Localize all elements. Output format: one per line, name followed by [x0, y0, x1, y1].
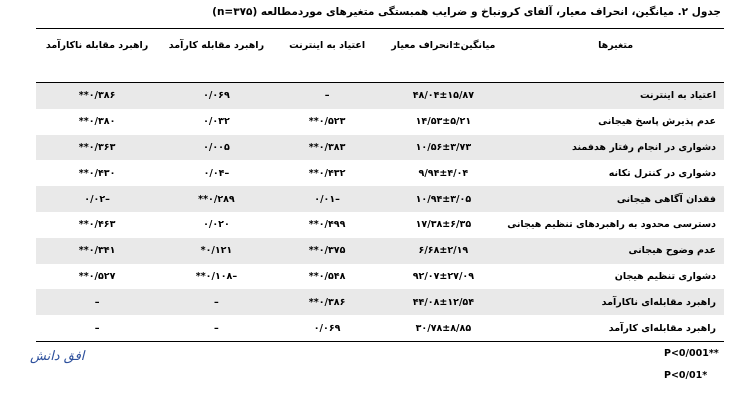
caption-text: میانگین، انحراف معیار، آلفای کرونباخ و ضرایب همبستگی متغیرهای موردمطالعه (n=۳۷۵)	[212, 6, 674, 18]
note-p001: P<0/001**	[664, 348, 719, 359]
mean-sd-cell: ۱۰/۵۶±۳/۷۳	[380, 135, 508, 161]
table-row	[36, 109, 724, 135]
header-internet-addiction: اعتیاد به اینترنت	[275, 29, 380, 83]
mean-sd-cell: ۶/۶۸±۲/۱۹	[380, 238, 508, 264]
table-row	[36, 238, 724, 264]
internet-addiction-cell: ۰/۵۲۳**	[308, 116, 346, 128]
internet-addiction-cell: –	[275, 83, 380, 109]
mean-sd-cell: ۱۴/۵۳±۵/۲۱	[415, 116, 472, 128]
table-row	[36, 160, 724, 186]
efficient-coping-cell: ۰/۰۰۵	[158, 135, 275, 161]
inefficient-coping-cell: ۰/۴۶۳**	[78, 219, 116, 231]
correlation-table	[36, 28, 724, 342]
table-row	[36, 135, 724, 161]
variable-name: راهبرد مقابله‌ای ناکارآمد	[507, 289, 724, 315]
internet-addiction-cell: ۰/۰۶۹	[313, 322, 341, 334]
inefficient-coping-cell: –	[36, 289, 158, 315]
inefficient-coping-cell: –	[94, 322, 100, 334]
internet-addiction-cell: ۰/۳۷۵**	[275, 238, 380, 264]
table-caption	[212, 6, 721, 18]
mean-sd-cell: ۴۴/۰۸±۱۲/۵۴	[380, 289, 508, 315]
variable-name: دشواری در انجام رفتار هدفمند	[507, 135, 724, 161]
variable-name: دشواری در کنترل تکانه	[608, 167, 716, 179]
table-row	[36, 315, 724, 341]
efficient-coping-cell: ۰/۲۸۹**	[158, 186, 275, 212]
internet-addiction-cell: ۰/۳۸۳**	[275, 135, 380, 161]
table-row	[36, 289, 724, 315]
header-inefficient-coping: راهبرد مقابله ناکارآمد	[36, 29, 158, 83]
mean-sd-cell: ۹/۹۴±۴/۰۴	[418, 167, 469, 179]
efficient-coping-cell: –۰/۱۰۸**	[195, 270, 238, 282]
inefficient-coping-cell: –۰/۰۲	[36, 186, 158, 212]
table-row	[36, 212, 724, 238]
variable-name: عدم وضوح هیجانی	[507, 238, 724, 264]
header-mean-sd: میانگین±انحراف معیار	[380, 29, 508, 83]
efficient-coping-cell: –	[158, 289, 275, 315]
table-row	[36, 264, 724, 290]
efficient-coping-cell: –	[214, 322, 219, 334]
caption-label: جدول ۲.	[677, 6, 721, 18]
inefficient-coping-cell: ۰/۴۳۰**	[78, 167, 116, 179]
note-p01: P<0/01*	[664, 370, 708, 381]
internet-addiction-cell: ۰/۴۹۹**	[308, 219, 346, 231]
variable-name: دسترسی محدود به راهبردهای تنظیم هیجانی	[507, 219, 716, 231]
variable-name: عدم پذیرش پاسخ هیجانی	[598, 116, 716, 128]
table-row	[36, 83, 724, 109]
header-variables: متغیرها	[507, 29, 724, 83]
publisher-logo: افق دانش	[30, 349, 85, 364]
mean-sd-cell: ۱۷/۳۸±۶/۳۵	[415, 219, 472, 231]
inefficient-coping-cell: ۰/۳۸۶**	[36, 83, 158, 109]
efficient-coping-cell: ۰/۱۲۱*	[158, 238, 275, 264]
internet-addiction-cell: ۰/۵۴۸**	[308, 270, 346, 282]
table-header-row	[36, 29, 724, 83]
variable-name: اعتیاد به اینترنت	[507, 83, 724, 109]
internet-addiction-cell: ۰/۴۳۲**	[308, 167, 346, 179]
mean-sd-cell: ۴۸/۰۴±۱۵/۸۷	[380, 83, 508, 109]
efficient-coping-cell: ۰/۰۳۲	[203, 116, 230, 128]
table-row	[36, 186, 724, 212]
inefficient-coping-cell: ۰/۵۲۷**	[78, 270, 116, 282]
mean-sd-cell: ۳۰/۷۸±۸/۸۵	[415, 322, 472, 334]
table-body	[36, 83, 724, 342]
inefficient-coping-cell: ۰/۳۶۳**	[36, 135, 158, 161]
inefficient-coping-cell: ۰/۳۴۱**	[36, 238, 158, 264]
mean-sd-cell: ۱۰/۹۴±۳/۰۵	[380, 186, 508, 212]
variable-name: راهبرد مقابله‌ای کارآمد	[608, 322, 716, 334]
internet-addiction-cell: ۰/۳۸۶**	[275, 289, 380, 315]
significance-notes	[664, 343, 719, 387]
inefficient-coping-cell: ۰/۳۸۰**	[78, 116, 116, 128]
internet-addiction-cell: –۰/۰۱	[275, 186, 380, 212]
efficient-coping-cell: ۰/۰۲۰	[203, 219, 230, 231]
variable-name: فقدان آگاهی هیجانی	[507, 186, 724, 212]
efficient-coping-cell: –۰/۰۴	[203, 167, 230, 179]
mean-sd-cell: ۹۲/۰۷±۲۷/۰۹	[412, 270, 475, 282]
efficient-coping-cell: ۰/۰۶۹	[158, 83, 275, 109]
header-efficient-coping: راهبرد مقابله کارآمد	[158, 29, 275, 83]
variable-name: دشواری تنظیم هیجان	[614, 270, 716, 282]
